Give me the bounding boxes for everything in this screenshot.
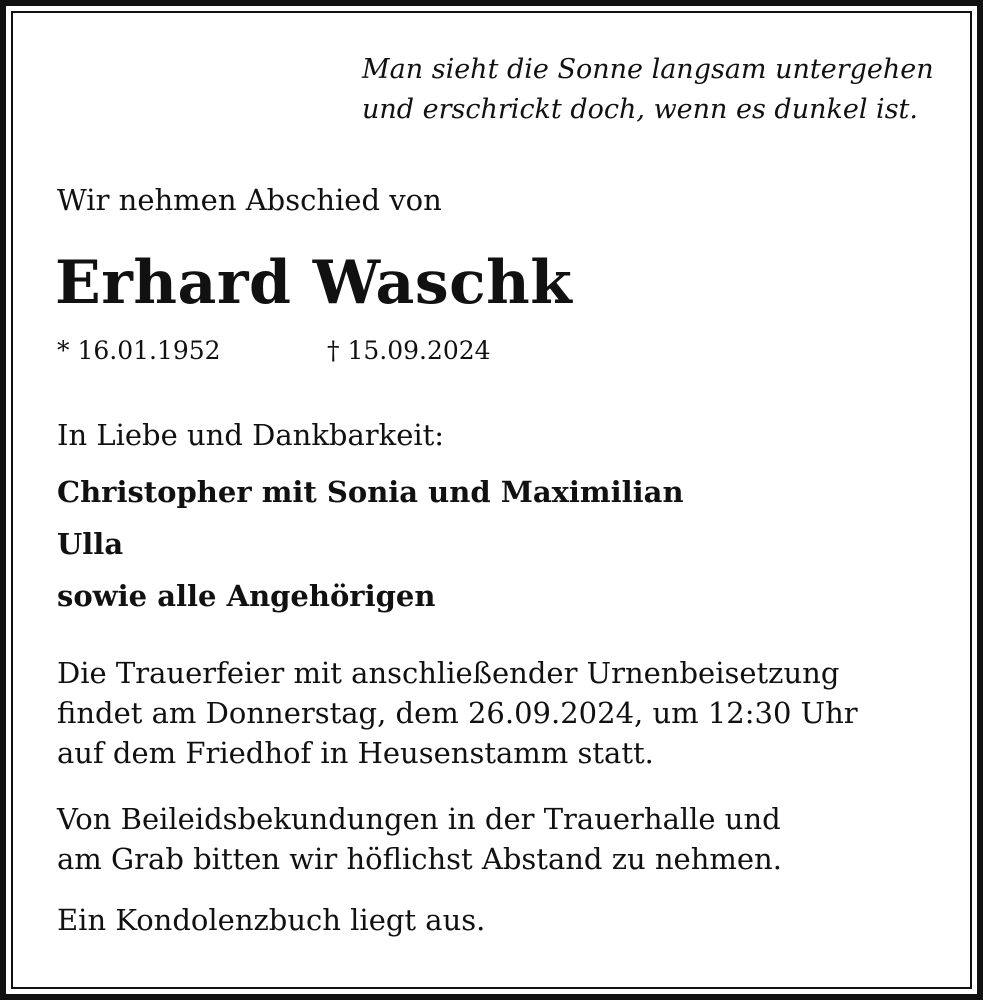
quote-line: Man sieht die Sonne langsam untergehen xyxy=(362,54,934,85)
funeral-notice xyxy=(57,653,858,773)
quote-line: und erschrickt doch, wenn es dunkel ist. xyxy=(362,94,918,125)
birth-date: * 16.01.1952 xyxy=(57,336,221,365)
mourners-intro: In Liebe und Dankbarkeit: xyxy=(57,418,445,452)
funeral-notice-line: Die Trauerfeier mit anschließender Urnenbeisetzung xyxy=(57,656,840,690)
condolence-notice-line: am Grab bitten wir höflichst Abstand zu nehmen. xyxy=(57,842,782,876)
funeral-notice-line: findet am Donnerstag, dem 26.09.2024, um 12:30 Uhr xyxy=(57,696,858,730)
condolence-notice xyxy=(57,799,782,879)
condolence-book-notice: Ein Kondolenzbuch liegt aus. xyxy=(57,903,486,937)
deceased-name: Erhard Waschk xyxy=(55,248,573,318)
farewell-intro: Wir nehmen Abschied von xyxy=(57,183,442,217)
funeral-notice-line: auf dem Friedhof in Heusenstamm statt. xyxy=(57,736,654,770)
condolence-notice-line: Von Beileidsbekundungen in der Trauerhalle und xyxy=(57,802,781,836)
mourners-list xyxy=(57,466,684,622)
death-date: † 15.09.2024 xyxy=(327,336,491,365)
mourner-name: sowie alle Angehörigen xyxy=(57,579,436,613)
life-dates xyxy=(57,333,491,369)
mourner-name: Christopher mit Sonia und Maximilian xyxy=(57,475,684,509)
mourner-name: Ulla xyxy=(57,527,124,561)
memorial-quote xyxy=(362,50,942,130)
